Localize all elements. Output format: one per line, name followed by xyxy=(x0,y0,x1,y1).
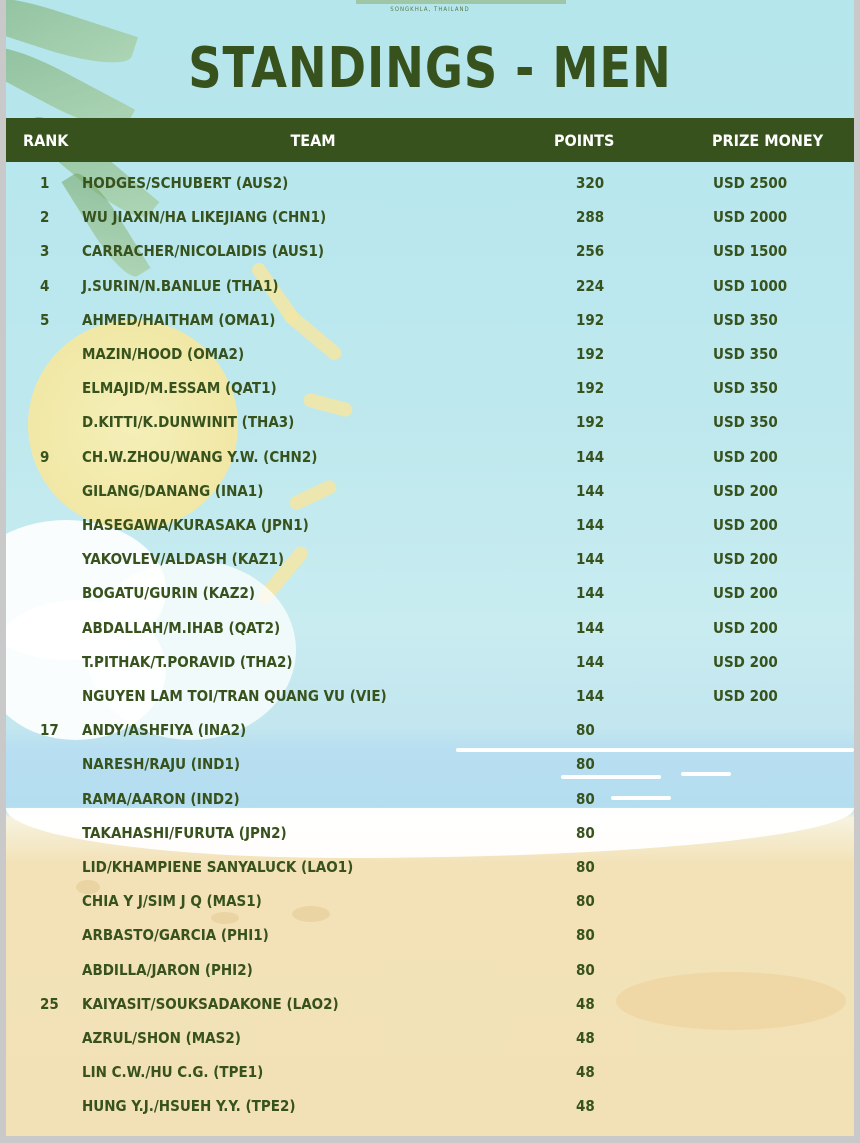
table-row xyxy=(6,441,854,471)
prize-cell: USD 350 xyxy=(713,413,778,432)
team-cell: AHMED/HAITHAM (OMA1) xyxy=(82,310,276,329)
rank-cell: 1 xyxy=(40,174,50,192)
prize-cell: USD 350 xyxy=(713,379,778,398)
team-cell: J.SURIN/N.BANLUE (THA1) xyxy=(82,276,279,295)
team-cell: CHIA Y J/SIM J Q (MAS1) xyxy=(82,892,262,911)
prize-cell: USD 350 xyxy=(713,310,778,329)
table-row xyxy=(6,577,854,607)
points-cell: 80 xyxy=(576,892,595,911)
table-row xyxy=(6,1022,854,1052)
prize-cell: USD 200 xyxy=(713,447,778,466)
team-cell: HODGES/SCHUBERT (AUS2) xyxy=(82,174,289,192)
table-row xyxy=(6,954,854,984)
table-row xyxy=(6,543,854,573)
prize-cell: USD 200 xyxy=(713,481,778,500)
table-row xyxy=(6,748,854,778)
points-cell: 144 xyxy=(576,652,605,671)
team-cell: MAZIN/HOOD (OMA2) xyxy=(82,345,245,363)
team-cell: CARRACHER/NICOLAIDIS (AUS1) xyxy=(82,242,325,261)
points-cell: 80 xyxy=(576,721,595,740)
table-row xyxy=(6,1056,854,1086)
points-cell: 48 xyxy=(576,1063,595,1082)
rank-cell: 17 xyxy=(40,721,59,740)
rank-cell: 4 xyxy=(40,276,50,295)
points-cell: 80 xyxy=(576,926,595,945)
team-cell: ABDILLA/JARON (PHI2) xyxy=(82,960,253,979)
rank-cell: 3 xyxy=(40,242,50,261)
points-cell: 80 xyxy=(576,960,595,979)
prize-cell: USD 1500 xyxy=(713,242,788,261)
team-cell: HASEGAWA/KURASAKA (JPN1) xyxy=(82,516,309,534)
points-cell: 192 xyxy=(576,345,605,363)
team-cell: NARESH/RAJU (IND1) xyxy=(82,755,241,774)
table-row xyxy=(6,509,854,539)
location-subtitle: SONGKHLA, THAILAND xyxy=(390,6,470,13)
team-cell: T.PITHAK/T.PORAVID (THA2) xyxy=(82,652,293,671)
points-cell: 144 xyxy=(576,516,605,534)
prize-cell: USD 350 xyxy=(713,345,778,363)
table-row xyxy=(6,475,854,505)
logo-fragment xyxy=(356,0,566,4)
prize-cell: USD 200 xyxy=(713,618,778,637)
prize-cell: USD 2500 xyxy=(713,174,788,192)
team-cell: ABDALLAH/M.IHAB (QAT2) xyxy=(82,618,281,637)
team-cell: BOGATU/GURIN (KAZ2) xyxy=(82,584,256,603)
prize-cell: USD 200 xyxy=(713,550,778,569)
table-row xyxy=(6,783,854,813)
points-cell: 80 xyxy=(576,823,595,842)
prize-cell: USD 1000 xyxy=(713,276,788,295)
points-cell: 48 xyxy=(576,994,595,1013)
table-row xyxy=(6,201,854,231)
team-cell: YAKOVLEV/ALDASH (KAZ1) xyxy=(82,550,285,569)
points-cell: 256 xyxy=(576,242,605,261)
prize-cell: USD 200 xyxy=(713,516,778,534)
team-cell: KAIYASIT/SOUKSADAKONE (LAO2) xyxy=(82,994,339,1013)
table-row xyxy=(6,338,854,368)
team-cell: RAMA/AARON (IND2) xyxy=(82,789,240,808)
team-cell: LID/KHAMPIENE SANYALUCK (LAO1) xyxy=(82,858,354,876)
table-row xyxy=(6,714,854,744)
table-row xyxy=(6,612,854,642)
table-row xyxy=(6,646,854,676)
points-cell: 144 xyxy=(576,618,605,637)
table-row xyxy=(6,885,854,915)
rank-cell: 25 xyxy=(40,994,59,1013)
table-row xyxy=(6,167,854,197)
table-row xyxy=(6,270,854,300)
column-header-team: TEAM xyxy=(290,131,336,150)
page-title: STANDINGS - MEN xyxy=(188,36,672,101)
table-row xyxy=(6,817,854,847)
points-cell: 224 xyxy=(576,276,605,295)
prize-cell: USD 2000 xyxy=(713,208,788,227)
team-cell: GILANG/DANANG (INA1) xyxy=(82,481,264,500)
points-cell: 80 xyxy=(576,755,595,774)
rank-cell: 9 xyxy=(40,447,50,466)
team-cell: D.KITTI/K.DUNWINIT (THA3) xyxy=(82,413,295,432)
table-row xyxy=(6,235,854,265)
table-row xyxy=(6,919,854,949)
points-cell: 144 xyxy=(576,481,605,500)
points-cell: 192 xyxy=(576,413,605,432)
points-cell: 80 xyxy=(576,789,595,808)
prize-cell: USD 200 xyxy=(713,584,778,603)
team-cell: ARBASTO/GARCIA (PHI1) xyxy=(82,926,269,945)
points-cell: 144 xyxy=(576,550,605,569)
column-header-rank: RANK xyxy=(23,131,69,150)
table-row xyxy=(6,406,854,436)
rank-cell: 2 xyxy=(40,208,50,227)
column-header-prize: PRIZE MONEY xyxy=(712,131,824,150)
rank-cell: 5 xyxy=(40,310,50,329)
column-header-points: POINTS xyxy=(554,131,615,150)
table-row xyxy=(6,304,854,334)
table-row xyxy=(6,372,854,402)
team-cell: WU JIAXIN/HA LIKEJIANG (CHN1) xyxy=(82,208,327,227)
team-cell: HUNG Y.J./HSUEH Y.Y. (TPE2) xyxy=(82,1097,296,1116)
points-cell: 144 xyxy=(576,584,605,603)
team-cell: CH.W.ZHOU/WANG Y.W. (CHN2) xyxy=(82,447,318,466)
team-cell: TAKAHASHI/FURUTA (JPN2) xyxy=(82,823,287,842)
table-row xyxy=(6,988,854,1018)
team-cell: AZRUL/SHON (MAS2) xyxy=(82,1029,241,1047)
points-cell: 80 xyxy=(576,858,595,876)
standings-poster xyxy=(6,0,854,1136)
points-cell: 48 xyxy=(576,1097,595,1116)
points-cell: 192 xyxy=(576,310,605,329)
table-row xyxy=(6,851,854,881)
team-cell: LIN C.W./HU C.G. (TPE1) xyxy=(82,1063,264,1082)
points-cell: 288 xyxy=(576,208,605,227)
table-row xyxy=(6,680,854,710)
team-cell: ANDY/ASHFIYA (INA2) xyxy=(82,721,247,740)
team-cell: NGUYEN LAM TOI/TRAN QUANG VU (VIE) xyxy=(82,687,387,705)
table-row xyxy=(6,1090,854,1120)
points-cell: 144 xyxy=(576,687,605,705)
team-cell: ELMAJID/M.ESSAM (QAT1) xyxy=(82,379,277,398)
points-cell: 144 xyxy=(576,447,605,466)
points-cell: 48 xyxy=(576,1029,595,1047)
points-cell: 320 xyxy=(576,174,605,192)
prize-cell: USD 200 xyxy=(713,652,778,671)
prize-cell: USD 200 xyxy=(713,687,778,705)
points-cell: 192 xyxy=(576,379,605,398)
